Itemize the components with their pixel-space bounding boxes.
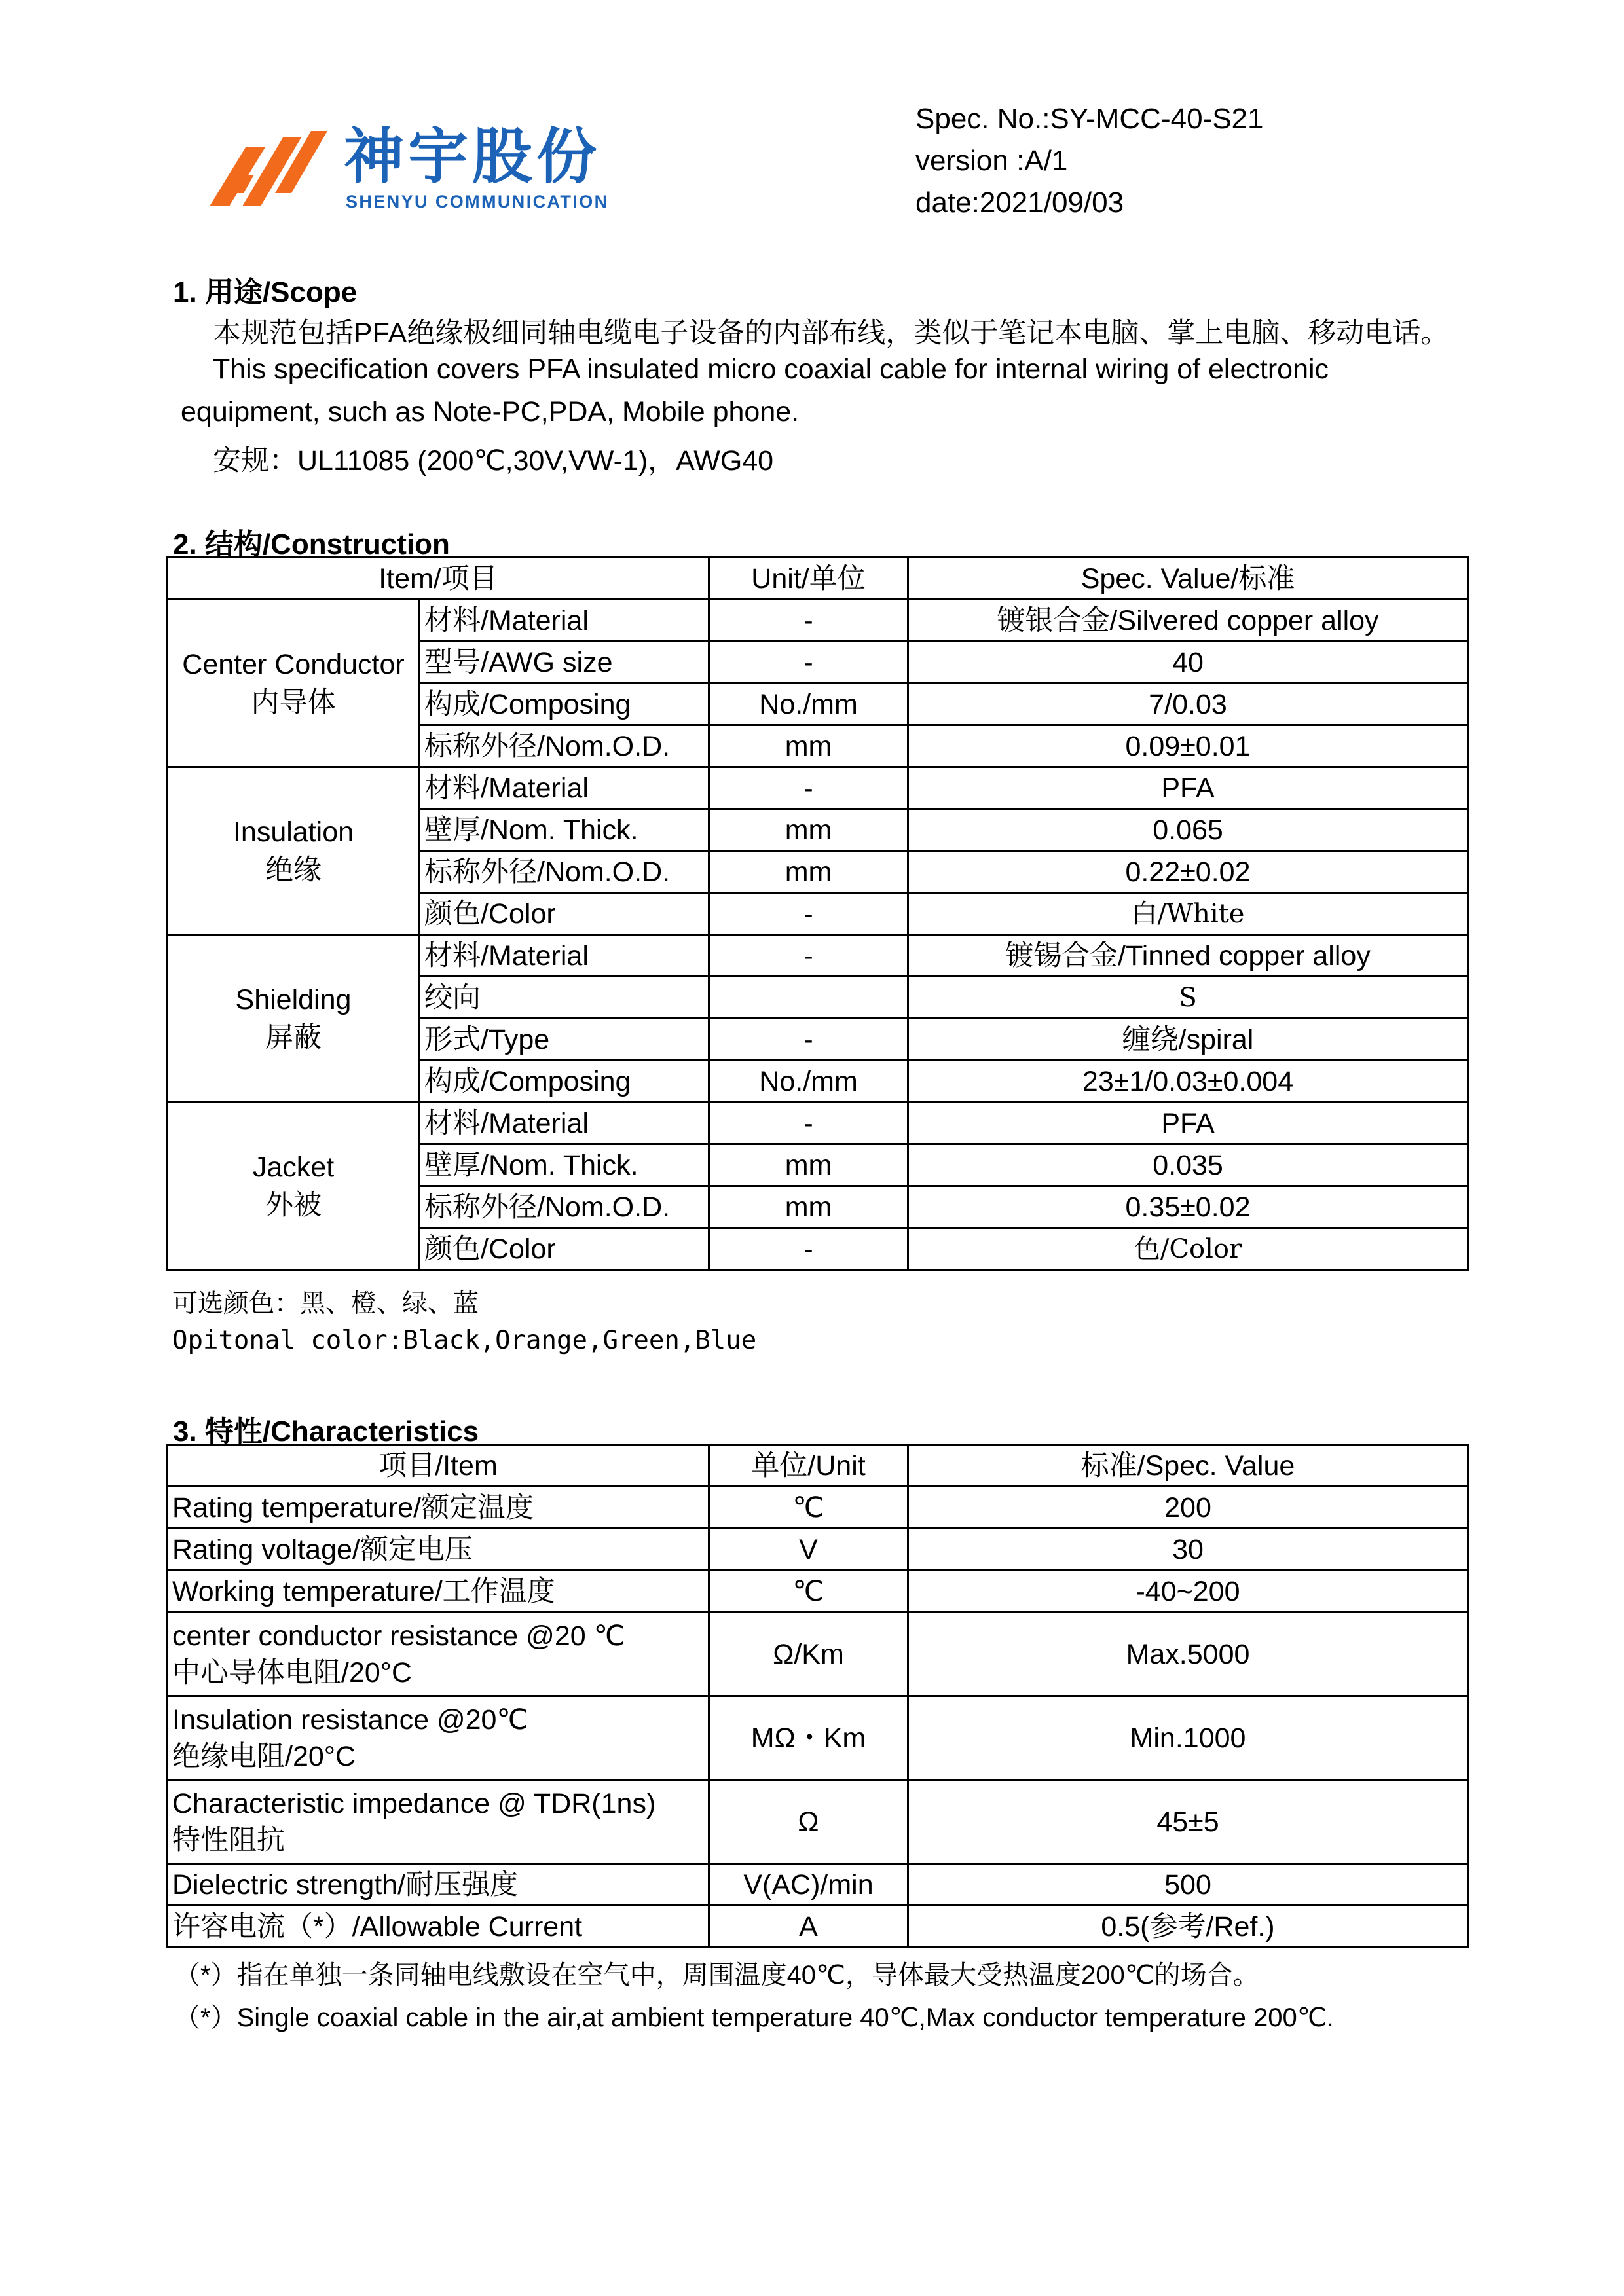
row-item: 绞向 [420,977,709,1019]
group-name-cn: 内导体 [251,686,336,718]
row-item-line-1: Insulation resistance @20℃ [172,1704,528,1736]
row-unit: mm [709,809,908,851]
row-item: 构成/Composing [420,683,709,725]
row-item: 标称外径/Nom.O.D. [420,851,709,893]
row-unit [709,977,908,1019]
row-unit: - [709,1228,908,1270]
row-item: 材料/Material [420,767,709,809]
table-row [168,1102,1468,1144]
row-unit: No./mm [709,683,908,725]
row-unit: - [709,935,908,977]
header-spec: 标准/Spec. Value [908,1445,1468,1487]
row-item: 构成/Composing [420,1061,709,1102]
row-item: 壁厚/Nom. Thick. [420,1144,709,1186]
table-row [168,1696,1468,1780]
spec-date: date:2021/09/03 [915,187,1124,219]
group-center-conductor [168,600,420,767]
row-value: 镀银合金/Silvered copper alloy [908,600,1468,642]
scope-line-en-2: equipment, such as Note-PC,PDA, Mobile phone. [181,396,800,428]
logo-english-name: SHENYU COMMUNICATION [346,192,609,211]
optional-color-note-cn: 可选颜色：黑、橙、绿、蓝 [172,1289,479,1319]
scope-safety: 安规：UL11085 (200℃,30V,VW-1)，AWG40 [213,445,774,477]
group-name-en: Insulation [232,816,354,848]
construction-title: 2. 结构/Construction [173,528,450,560]
row-value: 200 [908,1487,1468,1529]
spec-number: Spec. No.:SY-MCC-40-S21 [915,103,1264,135]
row-item: Working temperature/工作温度 [168,1571,709,1613]
group-name-cn: 外被 [265,1189,322,1221]
table-row [168,1529,1468,1571]
row-value: 500 [908,1864,1468,1906]
scope-line-en-1: This specification covers PFA insulated micro coaxial cable for internal wiring of electronic [213,354,1329,385]
row-unit: Ω [709,1780,908,1864]
row-value: S [908,977,1468,1019]
shenyu-logo-icon [203,121,327,210]
row-value: 23±1/0.03±0.004 [908,1061,1468,1102]
group-name-en: Center Conductor [182,648,405,680]
table-row [168,767,1468,809]
row-unit: - [709,1019,908,1061]
group-name-en: Shielding [235,983,352,1015]
row-unit: V(AC)/min [709,1864,908,1906]
table-row [168,1571,1468,1613]
table-row [168,600,1468,642]
row-value: 40 [908,642,1468,683]
header-item: Item/项目 [168,558,709,600]
row-unit: mm [709,1144,908,1186]
group-name-en: Jacket [252,1151,335,1183]
group-insulation [168,767,420,935]
row-item: 材料/Material [420,1102,709,1144]
current-note-en: （*）Single coaxial cable in the air,at ambient temperature 40℃,Max conductor temperature 200℃. [174,2003,1334,2032]
row-item: Dielectric strength/耐压强度 [168,1864,709,1906]
row-unit: mm [709,725,908,767]
row-item: Rating voltage/额定电压 [168,1529,709,1571]
row-unit: - [709,1102,908,1144]
construction-table [166,556,1469,1271]
characteristics-header-row [168,1445,1468,1487]
current-note-cn: （*）指在单独一条同轴电线敷设在空气中，周围温度40℃，导体最大受热温度200℃的场合。 [174,1961,1259,1990]
row-item [168,1613,709,1696]
row-item: Rating temperature/额定温度 [168,1487,709,1529]
group-jacket [168,1102,420,1270]
row-value: 30 [908,1529,1468,1571]
scope-title: 1. 用途/Scope [173,276,358,308]
row-unit: ℃ [709,1487,908,1529]
row-unit: - [709,600,908,642]
row-item: 壁厚/Nom. Thick. [420,809,709,851]
row-item: 颜色/Color [420,893,709,935]
row-value: 0.35±0.02 [908,1186,1468,1228]
row-item-line-2: 绝缘电阻/20°C [172,1740,356,1772]
row-unit: V [709,1529,908,1571]
table-row [168,1864,1468,1906]
header-item: 项目/Item [168,1445,709,1487]
logo-chinese-name: 神宇股份 [344,122,601,192]
row-value: PFA [908,767,1468,809]
row-value: 0.09±0.01 [908,725,1468,767]
row-item [168,1696,709,1780]
row-value: 0.035 [908,1144,1468,1186]
row-value: 0.22±0.02 [908,851,1468,893]
row-value: -40~200 [908,1571,1468,1613]
row-item: 颜色/Color [420,1228,709,1270]
row-value: PFA [908,1102,1468,1144]
table-row [168,1613,1468,1696]
row-unit: ℃ [709,1571,908,1613]
group-shielding [168,935,420,1102]
row-item: 标称外径/Nom.O.D. [420,725,709,767]
table-row [168,1906,1468,1948]
row-item [168,1780,709,1864]
row-item-line-2: 中心导体电阻/20°C [172,1656,413,1688]
header-unit: Unit/单位 [709,558,908,600]
row-item-line-2: 特性阻抗 [172,1824,285,1856]
row-value: 色/Color [908,1228,1468,1270]
company-logo [203,121,622,219]
row-item: 材料/Material [420,600,709,642]
group-name-cn: 绝缘 [265,854,322,886]
row-unit: Ω/Km [709,1613,908,1696]
characteristics-table [166,1444,1469,1948]
row-unit: mm [709,1186,908,1228]
row-item: 许容电流（*）/Allowable Current [168,1906,709,1948]
header-unit: 单位/Unit [709,1445,908,1487]
row-value: 镀锡合金/Tinned copper alloy [908,935,1468,977]
characteristics-title: 3. 特性/Characteristics [173,1415,479,1448]
row-item-line-1: center conductor resistance @20 ℃ [172,1620,625,1652]
scope-line-cn: 本规范包括PFA绝缘极细同轴电缆电子设备的内部布线，类似于笔记本电脑、掌上电脑、移动电话。 [213,318,1449,349]
row-item: 型号/AWG size [420,642,709,683]
row-item-line-1: Characteristic impedance @ TDR(1ns) [172,1787,656,1819]
row-value: 白/White [908,893,1468,935]
row-value: 0.5(参考/Ref.) [908,1906,1468,1948]
row-unit: A [709,1906,908,1948]
table-row [168,1487,1468,1529]
table-row [168,935,1468,977]
row-value: 7/0.03 [908,683,1468,725]
row-value: Max.5000 [908,1613,1468,1696]
row-unit: No./mm [709,1061,908,1102]
row-unit: MΩ・Km [709,1696,908,1780]
spec-version: version :A/1 [915,145,1068,177]
row-unit: - [709,767,908,809]
optional-color-note-en: Opitonal color:Black,Orange,Green,Blue [172,1326,757,1355]
row-value: 45±5 [908,1780,1468,1864]
group-name-cn: 屏蔽 [265,1021,322,1053]
row-item: 形式/Type [420,1019,709,1061]
spec-info-block [915,98,1263,224]
row-value: 缠绕/spiral [908,1019,1468,1061]
row-value: 0.065 [908,809,1468,851]
row-value: Min.1000 [908,1696,1468,1780]
row-unit: mm [709,851,908,893]
row-item: 标称外径/Nom.O.D. [420,1186,709,1228]
header-spec: Spec. Value/标准 [908,558,1468,600]
row-unit: - [709,893,908,935]
construction-header-row [168,558,1468,600]
table-row [168,1780,1468,1864]
row-item: 材料/Material [420,935,709,977]
row-unit: - [709,642,908,683]
